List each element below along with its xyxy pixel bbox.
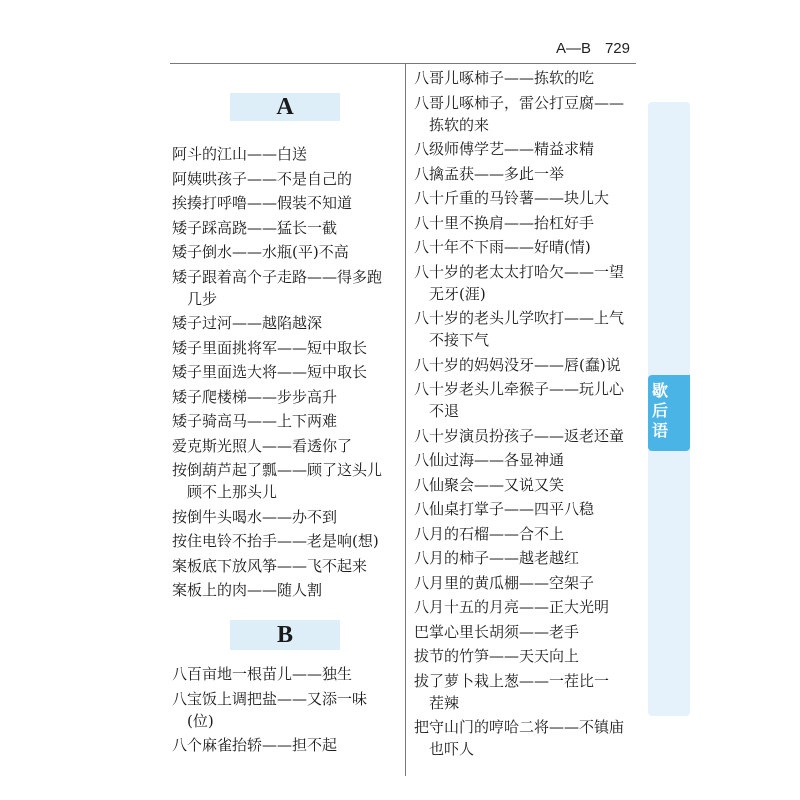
side-tab-label: 歇后语 xyxy=(652,381,669,440)
page-number: 729 xyxy=(604,40,630,57)
entry xyxy=(414,354,624,376)
entry xyxy=(172,734,367,756)
entry-text: 八月的石榴——合不上 xyxy=(414,524,565,543)
entry xyxy=(414,378,624,422)
entry xyxy=(414,307,624,351)
entry-continuation: 不退 xyxy=(429,402,460,420)
entry-continuation: 无牙(涯) xyxy=(429,284,486,303)
entry xyxy=(414,212,624,234)
entry xyxy=(414,547,624,569)
entry xyxy=(172,530,382,552)
entry-text: 巴掌心里长胡须——老手 xyxy=(414,622,580,641)
entry xyxy=(172,688,367,732)
entry-text: 八月里的黄瓜棚——空架子 xyxy=(414,573,595,592)
entry-text: 矮子踩高跷——猛长一截 xyxy=(172,218,338,237)
entry xyxy=(414,92,624,136)
header-rule xyxy=(170,63,636,64)
entry-text: 按住电铃不抬手——老是响(想) xyxy=(172,532,379,550)
entry-text: 八仙聚会——又说又笑 xyxy=(414,475,565,494)
entry-continuation: 茬辣 xyxy=(429,693,460,712)
entry xyxy=(172,312,382,334)
entry-text: 矮子跟着高个子走路——得多跑 xyxy=(172,267,383,286)
section-heading-a: A xyxy=(230,93,340,121)
entry-text: 按倒牛头喝水——办不到 xyxy=(172,507,338,526)
entry xyxy=(172,506,382,528)
entry-text: 八百亩地一根苗儿——独生 xyxy=(172,665,353,683)
entry xyxy=(414,187,624,209)
entry xyxy=(414,261,624,305)
entry xyxy=(414,645,624,667)
entry-continuation: 拣软的来 xyxy=(429,115,490,134)
entry-continuation: 不接下气 xyxy=(429,331,490,349)
entry-text: 八十岁的妈妈没牙——唇(蠢)说 xyxy=(414,355,621,374)
entry xyxy=(172,217,382,239)
entry xyxy=(172,410,382,432)
entry xyxy=(414,163,624,185)
entry xyxy=(172,168,382,190)
entry xyxy=(414,138,624,160)
entry xyxy=(414,236,624,258)
entry-text: 八十岁的老头儿学吹打——上气 xyxy=(414,309,625,327)
side-index-tab-xiehouyu[interactable] xyxy=(648,375,690,451)
entry xyxy=(172,663,367,685)
entry-text: 八十年不下雨——好晴(情) xyxy=(414,238,591,256)
column-divider xyxy=(405,64,406,776)
entry-text: 八月十五的月亮——正大光明 xyxy=(414,598,610,616)
entry-text: 爱克斯光照人——看透你了 xyxy=(172,436,353,455)
entry-continuation: 也吓人 xyxy=(429,740,475,758)
entry-text: 矮子骑高马——上下两难 xyxy=(172,412,338,430)
entry-text: 阿斗的江山——白送 xyxy=(172,145,308,163)
entry-text: 矮子里面挑将军——短中取长 xyxy=(172,338,368,357)
entry xyxy=(414,716,624,760)
entry xyxy=(414,449,624,471)
entry-text: 八十岁的老太太打哈欠——一望 xyxy=(414,262,625,281)
entry-text: 把守山门的哼哈二将——不镇庙 xyxy=(414,718,625,736)
entry-continuation: 几步 xyxy=(187,289,218,308)
entry-text: 矮子倒水——水瓶(平)不高 xyxy=(172,243,349,261)
entry-text: 八哥儿啄柿子——拣软的吃 xyxy=(414,69,595,87)
entry-text: 案板上的肉——随人割 xyxy=(172,581,323,599)
entry xyxy=(172,459,382,503)
entry xyxy=(172,361,382,383)
entry xyxy=(172,435,382,457)
entry-text: 八擒孟获——多此一举 xyxy=(414,164,565,183)
running-header xyxy=(556,40,630,57)
entry xyxy=(414,596,624,618)
entry xyxy=(414,498,624,520)
entry-text: 八十岁老头儿牵猴子——玩儿心 xyxy=(414,380,625,398)
section-b-right-list xyxy=(414,67,624,763)
entry xyxy=(414,425,624,447)
entry xyxy=(172,555,382,577)
entry-text: 八个麻雀抬轿——担不起 xyxy=(172,736,338,754)
entry-text: 拔了萝卜栽上葱——一茬比一 xyxy=(414,671,610,690)
entry-text: 八月的柿子——越老越红 xyxy=(414,549,580,567)
entry-text: 八十里不换肩——抬杠好手 xyxy=(414,213,595,232)
entry xyxy=(414,67,624,89)
entry-text: 八哥儿啄柿子，雷公打豆腐—— xyxy=(414,93,625,112)
entry-text: 阿姨哄孩子——不是自己的 xyxy=(172,169,353,188)
entry-text: 矮子爬楼梯——步步高升 xyxy=(172,387,338,406)
entry-text: 挨揍打呼噜——假装不知道 xyxy=(172,194,353,212)
section-b-left-list xyxy=(172,663,367,759)
entry-text: 八仙桌打掌子——四平八稳 xyxy=(414,500,595,518)
entry xyxy=(172,386,382,408)
entry-continuation: 顾不上那头儿 xyxy=(187,483,278,501)
entry xyxy=(172,192,382,214)
entry-text: 八宝饭上调把盐——又添一味 xyxy=(172,689,368,708)
entry-text: 按倒葫芦起了瓢——顾了这头儿 xyxy=(172,461,383,479)
section-heading-b: B xyxy=(230,620,340,650)
header-range: A—B xyxy=(555,40,591,57)
entry xyxy=(172,266,382,310)
entry xyxy=(172,143,382,165)
entry xyxy=(414,621,624,643)
entry-text: 矮子过河——越陷越深 xyxy=(172,314,323,332)
entry xyxy=(414,474,624,496)
section-a-list xyxy=(172,143,382,604)
entry-text: 八级师傅学艺——精益求精 xyxy=(414,140,595,158)
entry-text: 矮子里面选大将——短中取长 xyxy=(172,363,368,381)
entry-text: 八十岁演员扮孩子——返老还童 xyxy=(414,426,625,445)
entry-text: 拔节的竹笋——天天向上 xyxy=(414,647,580,665)
entry-text: 八十斤重的马铃薯——块儿大 xyxy=(414,189,610,207)
entry xyxy=(414,572,624,594)
entry-continuation: (位) xyxy=(187,711,214,730)
entry-text: 八仙过海——各显神通 xyxy=(414,451,565,469)
entry xyxy=(172,241,382,263)
entry-text: 案板底下放风筝——飞不起来 xyxy=(172,556,368,575)
entry xyxy=(172,579,382,601)
entry xyxy=(172,337,382,359)
entry xyxy=(414,523,624,545)
entry xyxy=(414,670,624,714)
